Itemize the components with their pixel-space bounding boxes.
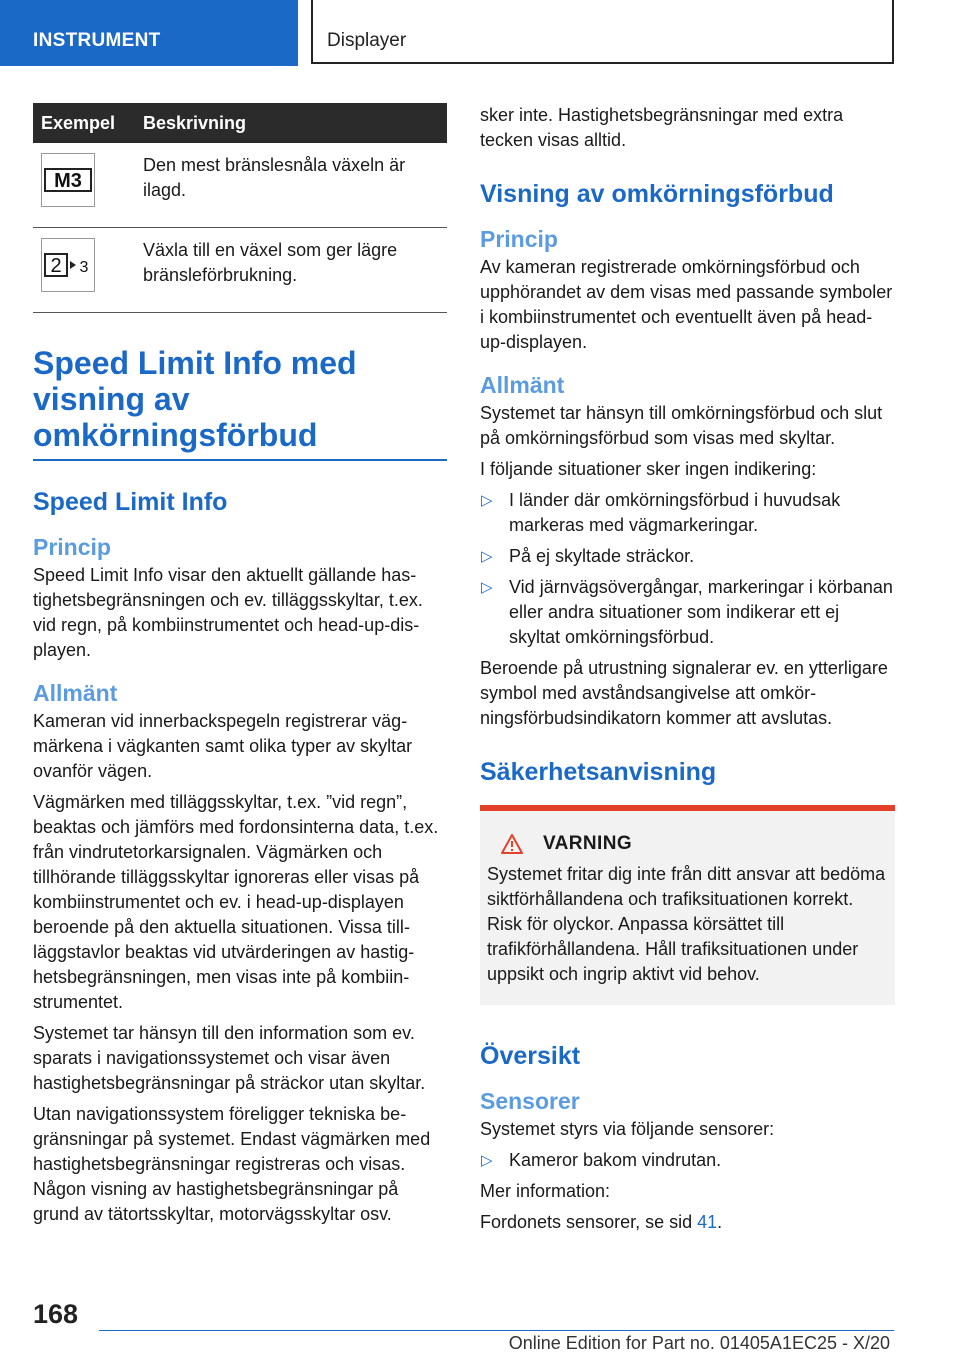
warning-text: Systemet fritar dig inte från ditt ansvar att bedöma siktförhållandena och trafiksituationen korrekt. Risk för olyckor. Anpassa körsättet till trafikförhållandena. Håll trafiksituationen under uppsikt och ingrip aktivt vid behov. — [487, 864, 886, 984]
paragraph: I följande situationer sker ingen indikering: — [480, 459, 817, 479]
svg-text:M3: M3 — [54, 170, 82, 192]
footer-divider — [99, 1330, 894, 1331]
paragraph: Mer information: — [480, 1181, 611, 1201]
list-item: ▷ Vid järnvägsövergångar, markeringar i körbanan eller andra situationer som indikerar ett ej skyltat omkörningsförbud. — [481, 577, 893, 647]
subsection-heading: Allmänt — [33, 680, 118, 706]
subsection-heading: Allmänt — [480, 372, 565, 398]
table-row — [33, 228, 447, 313]
left-column — [33, 103, 447, 1227]
page-number: 168 — [33, 1299, 79, 1329]
triangle-bullet-icon: ▷ — [481, 579, 493, 596]
topic-tab — [311, 0, 894, 64]
triangle-bullet-icon: ▷ — [481, 492, 493, 509]
example-table — [33, 103, 447, 313]
paragraph: Beroende på utrustning signalerar ev. en ytterligare symbol med avståndsangivelse att omkörningsförbudsindikatorn kommer att avslutas. — [480, 658, 888, 728]
paragraph: Systemet tar hänsyn till omkörningsförbud och slut på omkörningsförbud som visas med skyltar. — [480, 403, 883, 448]
section-title: INSTRUMENT — [33, 30, 161, 51]
table-row — [33, 143, 447, 228]
topic-title: Displayer — [327, 30, 407, 51]
warning-triangle-icon — [501, 834, 523, 854]
paragraph: Kameran vid innerbackspegeln registrerar vägmärkena i vägkanten samt olika typer av skyltar ovanför vägen. — [33, 711, 413, 781]
gear-shift-up-icon — [41, 238, 95, 292]
list-item: ▷ Kameror bakom vindrutan. — [480, 1148, 895, 1173]
section-heading: Säkerhetsanvisning — [480, 758, 717, 786]
right-column — [480, 103, 895, 1235]
paragraph: Systemet tar hänsyn till den information som ev. sparats i navigationssystemet och visar även hastighetsbegränsningar på sträckor utan skyltar. — [33, 1023, 426, 1093]
section-heading: Översikt — [480, 1042, 581, 1070]
gear-m3-icon — [41, 153, 95, 207]
svg-text:2: 2 — [50, 255, 62, 277]
list-item: ▷ I länder där omkörningsförbud i huvudsak markeras med vägmarkeringar. — [481, 490, 841, 535]
paragraph: sker inte. Hastighetsbegränsningar med extra tecken visas alltid. — [480, 105, 844, 150]
triangle-bullet-icon: ▷ — [481, 1152, 493, 1169]
subsection-heading: Princip — [33, 534, 111, 560]
subsection-heading: Princip — [480, 226, 558, 252]
page-link[interactable]: 41 — [697, 1212, 718, 1232]
warning-title: VARNING — [543, 833, 633, 854]
section-heading: Speed Limit Info — [33, 488, 228, 516]
section-heading: Visning av omkörningsförbud — [480, 180, 834, 208]
paragraph: Vägmärken med tilläggsskyltar, t.ex. ”vid regn”, beaktas och jämförs med fordonsinterna data, t.ex. från vindrutetorkarsignalen. Vägmärken och tillhörande tilläggsskyltar ignoreras eller visas på kombiinstrumentet och ev. i head-up-displayen beroende på den aktuella situationen. Vissa tillläggstavlor beaktas vid utvärderingen av hastighetsbegränsningen, men visas inte på kombiinstrumentet. — [33, 792, 439, 1012]
table-cell-description: Den mest bränslesnåla växeln är ilagd. — [135, 143, 447, 228]
footer-text: Online Edition for Part no. 01405A1EC25 - X/20 — [508, 1333, 890, 1353]
section-tab — [0, 0, 298, 66]
paragraph: Systemet styrs via följande sensorer: — [480, 1119, 775, 1139]
triangle-bullet-icon: ▷ — [481, 548, 493, 565]
paragraph: Utan navigationssystem föreligger tekniska begränsningar på systemet. Endast vägmärken med hastighetsbegränsningar registreras och visas. Någon visning av hastighetsbegränsningar på grund av tätortsskyltar, motorvägsskyltar osv. — [33, 1104, 431, 1224]
bullet-list — [480, 1148, 895, 1173]
list-item: ▷ På ej skyltade sträckor. — [480, 544, 895, 569]
table-header-description: Beskrivning — [135, 103, 447, 143]
warning-box — [480, 805, 895, 1005]
table-header-row — [33, 103, 447, 143]
bullet-list — [480, 488, 895, 650]
paragraph: Av kameran registrerade omkörningsförbud och upphörandet av dem visas med passande symboler i kombiinstrumentet och eventuellt även på head-up-displayen. — [480, 257, 893, 352]
table-cell-description: Växla till en växel som ger lägre bränsleförbrukning. — [135, 228, 447, 313]
cross-reference: Fordonets sensorer, se sid 41. — [480, 1212, 723, 1232]
table-header-example: Exempel — [33, 103, 135, 143]
subsection-heading: Sensorer — [480, 1088, 580, 1114]
paragraph: Speed Limit Info visar den aktuellt gällande hastighetsbegränsningen och ev. tilläggsskyltar, t.ex. vid regn, på kombiinstrumentet och head-up-displayen. — [33, 565, 423, 660]
svg-text:3: 3 — [79, 259, 89, 276]
chapter-heading: Speed Limit Info med visning av omkörningsförbud — [33, 345, 447, 461]
